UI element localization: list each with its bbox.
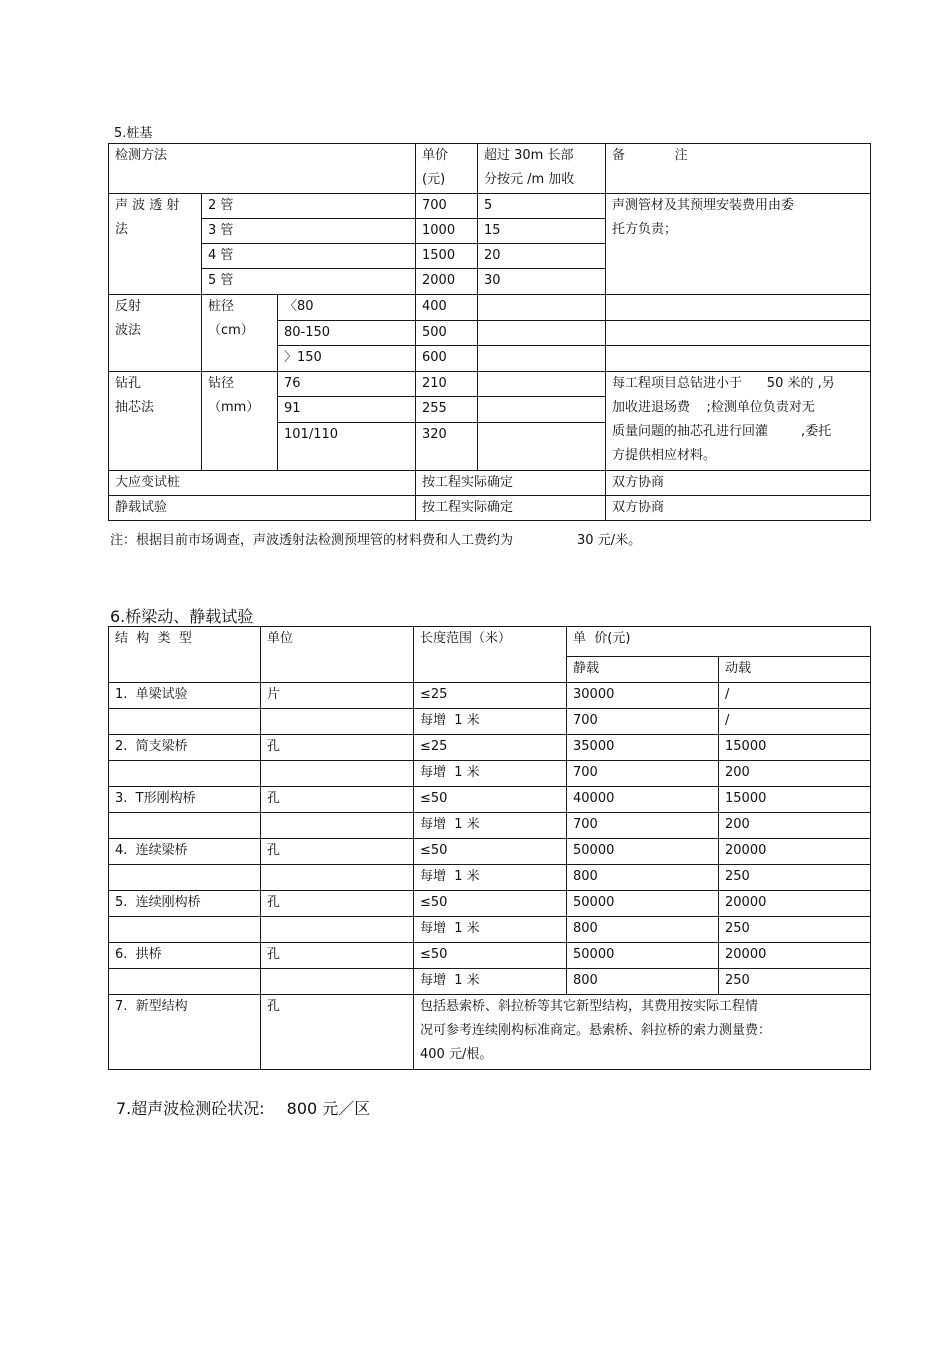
table-row xyxy=(109,372,871,397)
table-row xyxy=(109,683,871,709)
cell-dynamic: 200 xyxy=(719,813,871,839)
core-item: 91 xyxy=(278,397,416,423)
section5-title: 5.桩基 xyxy=(114,126,153,141)
cell-dynamic: 20000 xyxy=(719,943,871,969)
table-row xyxy=(109,891,871,917)
cell-range: 每增 1 米 xyxy=(414,865,567,891)
cell-type xyxy=(109,813,261,839)
cell-type xyxy=(109,709,261,735)
table-row xyxy=(109,761,871,787)
table-row xyxy=(109,709,871,735)
cell-unit xyxy=(261,761,414,787)
cell-unit xyxy=(261,709,414,735)
cell-static: 40000 xyxy=(567,787,719,813)
header-remark: 备 注 xyxy=(606,144,871,194)
core-item: 101/110 xyxy=(278,423,416,471)
structure-type: 7. 新型结构 xyxy=(109,995,261,1070)
empty-cell xyxy=(478,346,606,372)
cell-type xyxy=(109,761,261,787)
cell-static: 700 xyxy=(567,709,719,735)
cell-unit xyxy=(261,917,414,943)
table-header-row xyxy=(109,627,871,657)
cell-unit xyxy=(261,969,414,995)
table-row xyxy=(109,969,871,995)
cell-dynamic: 20000 xyxy=(719,839,871,865)
table-row xyxy=(109,471,871,496)
cell-static: 35000 xyxy=(567,735,719,761)
cell-dynamic: / xyxy=(719,709,871,735)
empty-cell xyxy=(478,295,606,321)
reflect-method-label: 反射 波法 xyxy=(109,295,202,372)
cell-dynamic: 250 xyxy=(719,969,871,995)
core-method-label: 钻孔 抽芯法 xyxy=(109,372,202,471)
cell-range: 每增 1 米 xyxy=(414,917,567,943)
new-structure-description: 包括悬索桥、斜拉桥等其它新型结构，其费用按实际工程情 况可参考连续刚构标准商定。悬索桥、斜拉桥的索力测量费： 400 元/根。 xyxy=(414,995,871,1070)
table-row xyxy=(109,194,871,219)
header-dynamic: 动载 xyxy=(719,657,871,683)
cell-type: 1. 单梁试验 xyxy=(109,683,261,709)
cell-type xyxy=(109,969,261,995)
sonic-extra: 15 xyxy=(478,219,606,244)
sonic-price: 1500 xyxy=(416,244,478,269)
sonic-price: 700 xyxy=(416,194,478,219)
cell-range: 每增 1 米 xyxy=(414,709,567,735)
cell-dynamic: 250 xyxy=(719,865,871,891)
bridge-rows xyxy=(109,683,871,995)
bridge-load-test-table xyxy=(108,626,871,1070)
sonic-method-label: 声 波 透 射 法 xyxy=(109,194,202,295)
section7-label: 7.超声波检测砼状况: xyxy=(116,1099,265,1118)
strain-label: 大应变试桩 xyxy=(109,471,416,496)
header-price: 单 价(元) xyxy=(567,627,871,657)
strain-remark: 双方协商 xyxy=(606,471,871,496)
structure-unit: 孔 xyxy=(261,995,414,1070)
table-row xyxy=(109,995,871,1070)
cell-static: 800 xyxy=(567,917,719,943)
empty-cell xyxy=(606,346,871,372)
section6-title: 6.桥梁动、静载试验 xyxy=(110,607,254,626)
cell-dynamic: 15000 xyxy=(719,735,871,761)
sonic-price: 1000 xyxy=(416,219,478,244)
cell-range: ≤50 xyxy=(414,839,567,865)
cell-unit xyxy=(261,865,414,891)
table-row xyxy=(109,917,871,943)
cell-unit: 孔 xyxy=(261,735,414,761)
core-price: 210 xyxy=(416,372,478,397)
cell-range: ≤50 xyxy=(414,891,567,917)
section7-line xyxy=(116,1096,370,1119)
cell-range: 每增 1 米 xyxy=(414,761,567,787)
cell-unit: 孔 xyxy=(261,787,414,813)
sonic-extra: 5 xyxy=(478,194,606,219)
strain-price: 按工程实际确定 xyxy=(416,471,606,496)
sonic-item: 3 管 xyxy=(202,219,416,244)
reflect-price: 500 xyxy=(416,321,478,346)
section7-value: 800 元／区 xyxy=(286,1099,371,1118)
header-extra: 超过 30m 长部 分按元 /m 加收 xyxy=(478,144,606,194)
reflect-item: 〉150 xyxy=(278,346,416,372)
table-row xyxy=(109,496,871,521)
table-row xyxy=(109,839,871,865)
cell-static: 700 xyxy=(567,813,719,839)
static-remark: 双方协商 xyxy=(606,496,871,521)
empty-cell xyxy=(478,321,606,346)
table-row xyxy=(109,735,871,761)
cell-unit: 片 xyxy=(261,683,414,709)
cell-static: 50000 xyxy=(567,943,719,969)
reflect-sub-label: 桩径 （cm） xyxy=(202,295,278,372)
cell-static: 50000 xyxy=(567,839,719,865)
core-remark: 每工程项目总钻进小于 50 米的 ,另 加收进退场费 ;检测单位负责对无 质量问题的抽芯孔进行回灌 ,委托 方提供相应材料。 xyxy=(606,372,871,471)
cell-dynamic: / xyxy=(719,683,871,709)
empty-cell xyxy=(478,372,606,397)
header-unit: 单位 xyxy=(261,627,414,683)
empty-cell xyxy=(478,423,606,471)
sonic-item: 4 管 xyxy=(202,244,416,269)
cell-type xyxy=(109,917,261,943)
table-row xyxy=(109,295,871,321)
cell-static: 800 xyxy=(567,969,719,995)
empty-cell xyxy=(478,397,606,423)
cell-range: ≤25 xyxy=(414,735,567,761)
cell-type: 3. T形刚构桥 xyxy=(109,787,261,813)
cell-static: 700 xyxy=(567,761,719,787)
static-label: 静载试验 xyxy=(109,496,416,521)
sonic-item: 5 管 xyxy=(202,269,416,295)
cell-unit: 孔 xyxy=(261,839,414,865)
cell-dynamic: 20000 xyxy=(719,891,871,917)
empty-cell xyxy=(606,321,871,346)
cell-type: 4. 连续梁桥 xyxy=(109,839,261,865)
sonic-price: 2000 xyxy=(416,269,478,295)
cell-range: 每增 1 米 xyxy=(414,813,567,839)
cell-range: ≤50 xyxy=(414,787,567,813)
sonic-extra: 20 xyxy=(478,244,606,269)
cell-dynamic: 200 xyxy=(719,761,871,787)
cell-dynamic: 250 xyxy=(719,917,871,943)
header-method: 检测方法 xyxy=(109,144,416,194)
section5-note: 注：根据目前市场调查，声波透射法检测预埋管的材料费和人工费约为 30 元/米。 xyxy=(110,533,642,548)
sonic-remark: 声测管材及其预埋安装费用由委 托方负责； xyxy=(606,194,871,295)
static-price: 按工程实际确定 xyxy=(416,496,606,521)
reflect-price: 600 xyxy=(416,346,478,372)
header-type: 结 构 类 型 xyxy=(109,627,261,683)
cell-type xyxy=(109,865,261,891)
cell-range: 每增 1 米 xyxy=(414,969,567,995)
header-length: 长度范围（米） xyxy=(414,627,567,683)
core-price: 320 xyxy=(416,423,478,471)
cell-unit: 孔 xyxy=(261,891,414,917)
cell-unit: 孔 xyxy=(261,943,414,969)
cell-static: 800 xyxy=(567,865,719,891)
sonic-item: 2 管 xyxy=(202,194,416,219)
reflect-item: 80-150 xyxy=(278,321,416,346)
cell-type: 5. 连续刚构桥 xyxy=(109,891,261,917)
cell-static: 50000 xyxy=(567,891,719,917)
empty-cell xyxy=(606,295,871,321)
core-item: 76 xyxy=(278,372,416,397)
cell-type: 2. 简支梁桥 xyxy=(109,735,261,761)
reflect-item: 〈80 xyxy=(278,295,416,321)
table-row xyxy=(109,865,871,891)
pile-foundation-table xyxy=(108,143,871,521)
header-static: 静载 xyxy=(567,657,719,683)
header-price: 单价 (元) xyxy=(416,144,478,194)
table-header-row xyxy=(109,144,871,194)
cell-type: 6. 拱桥 xyxy=(109,943,261,969)
core-price: 255 xyxy=(416,397,478,423)
table-row xyxy=(109,813,871,839)
cell-range: ≤25 xyxy=(414,683,567,709)
cell-unit xyxy=(261,813,414,839)
reflect-price: 400 xyxy=(416,295,478,321)
cell-static: 30000 xyxy=(567,683,719,709)
core-sub-label: 钻径 （mm） xyxy=(202,372,278,471)
table-row xyxy=(109,787,871,813)
cell-dynamic: 15000 xyxy=(719,787,871,813)
sonic-extra: 30 xyxy=(478,269,606,295)
table-row xyxy=(109,943,871,969)
cell-range: ≤50 xyxy=(414,943,567,969)
